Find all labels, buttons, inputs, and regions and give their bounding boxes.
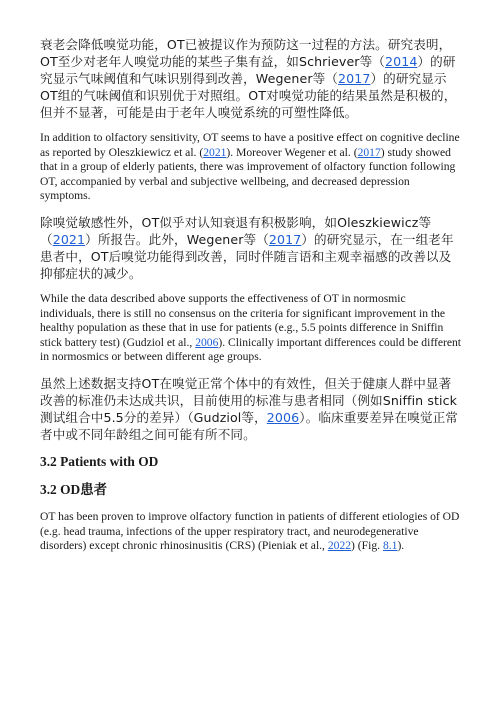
section-title-part: 患者 <box>80 482 107 498</box>
citation-link[interactable]: 2006 <box>195 335 219 349</box>
citation-link[interactable]: 2017 <box>357 145 381 159</box>
text-run: ）。临床重要差异在嗅觉正常者中或不同年龄组之间可能有所不同。 <box>40 409 458 442</box>
text-run: ）的研究显示OT组的气味阈值和识别优于对照组。OT对嗅觉功能的结果虽然是积极的，但并不显著，可能是由于老年人嗅觉系统的可塑性降低。 <box>40 71 457 120</box>
text-run: 除嗅觉敏感性外，OT似乎对认知衰退有积极影响，如Oleszkiewicz等（ <box>40 214 432 247</box>
text-run: ) study showed that in a group of elderly patients, there was improvement of olfactory function following OT, accompanied by verbal and subjective wellbeing, and decreased depression symptoms. <box>40 145 456 203</box>
citation-link[interactable]: 2014 <box>384 54 418 69</box>
paragraph-zh-aging <box>40 36 462 121</box>
section-title-part: OD <box>60 481 81 497</box>
citation-link[interactable]: 2021 <box>52 231 86 247</box>
text-run: ). Moreover Wegener et al. ( <box>226 145 358 159</box>
paragraph-en-consensus <box>40 292 462 365</box>
text-run: ) (Fig. <box>351 539 383 553</box>
citation-link[interactable]: 2021 <box>203 145 227 159</box>
paragraph-en-cognitive <box>40 131 462 204</box>
text-run: 衰老会降低嗅觉功能，OT已被提议作为预防这一过程的方法。研究表明，OT至少对老年人嗅觉功能的某些子集有益，如Schriever等（ <box>40 37 452 69</box>
section-heading-zh <box>40 481 462 500</box>
text-run: ）所报告。此外，Wegener等（ <box>85 231 269 247</box>
text-run: In addition to olfactory sensitivity, OT seems to have a positive effect on cognitive decline as reported by Oleszkiewicz et al. ( <box>40 131 460 159</box>
text-run: ). <box>397 539 405 553</box>
figure-link[interactable]: 8.1 <box>382 539 398 553</box>
paragraph-en-od <box>40 510 462 554</box>
citation-link[interactable]: 2006 <box>266 409 300 425</box>
text-run: ）的研究显示，在一组老年患者中，OT后嗅觉功能得到改善，同时伴随言语和主观幸福感的改善以及抑郁症状的减少。 <box>40 231 454 281</box>
text-run: ）的研究显示气味阈值和气味识别得到改善，Wegener等（ <box>40 54 456 86</box>
citation-link[interactable]: 2017 <box>338 71 371 86</box>
paragraph-zh-consensus <box>40 375 462 443</box>
text-run: 虽然上述数据支持OT在嗅觉正常个体中的有效性，但关于健康人群中显著改善的标准仍未达成共识，目前使用的标准与患者相同（例如Sniffin stick测试组合中5.5分的差异）（Gudziol等， <box>40 375 458 425</box>
section-title: Patients with OD <box>60 453 159 469</box>
section-number: 3.2 <box>40 453 57 469</box>
text-run: OT has been proven to improve olfactory function in patients of different etiologies of OD (e.g. head trauma, infections of the upper respiratory tract, and neurodegenerative disorders) except chronic rhinosinusitis (CRS) (Pieniak et al., <box>40 509 460 553</box>
text-run: While the data described above supports the effectiveness of OT in normosmic individuals, there is still no consensus on the criteria for significant improvement in the healthy population as these that in use for patients (e.g., 5.5 points difference in Sniffin stick battery test) (Gudziol et al., <box>40 291 446 349</box>
section-heading-en <box>40 453 462 471</box>
text-run: ). Clinically important differences could be different in normosmics or between different age groups. <box>40 335 462 364</box>
citation-link[interactable]: 2017 <box>268 231 302 247</box>
citation-link[interactable]: 2022 <box>327 539 352 553</box>
section-number: 3.2 <box>40 481 57 497</box>
paragraph-zh-cognitive <box>40 214 462 282</box>
